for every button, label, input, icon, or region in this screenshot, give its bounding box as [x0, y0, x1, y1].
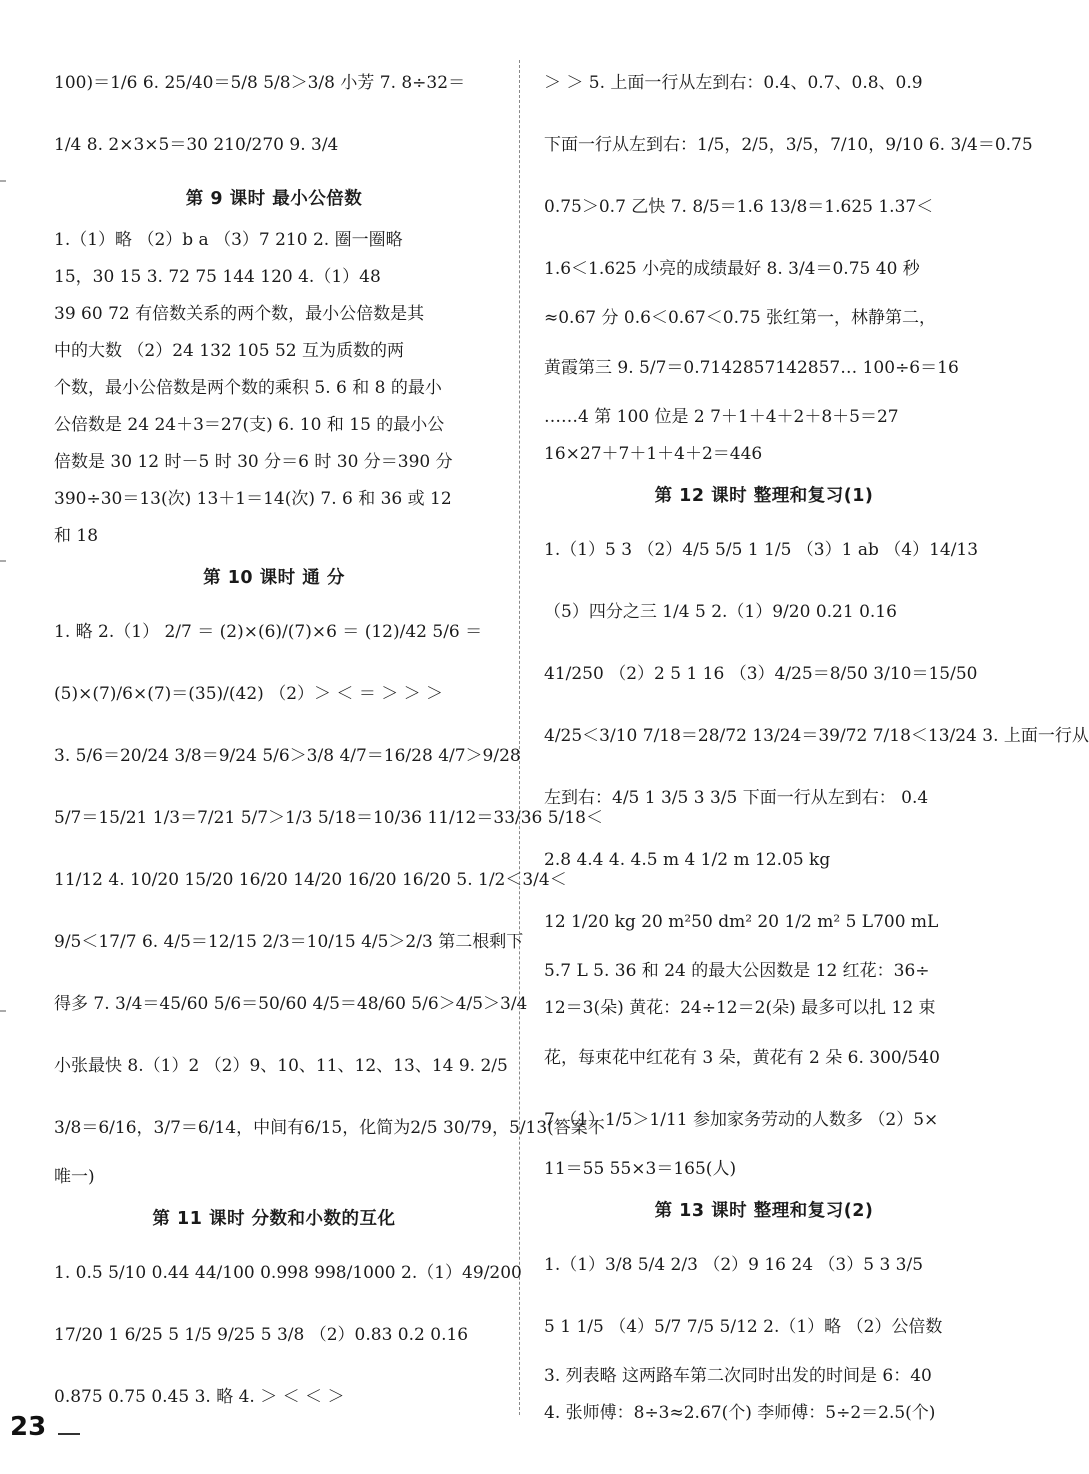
answer-line: 黄霞第三 9. 5/7＝0.7142857142857… 100÷6＝16: [544, 358, 959, 378]
answer-line: （5）四分之三 1/4 5 2.（1）9/20 0.21 0.16: [544, 602, 897, 622]
answer-line: 下面一行从左到右：1/5，2/5，3/5，7/10，9/10 6. 3/4＝0.75: [544, 135, 1033, 155]
answer-line: 小张最快 8.（1）2 （2）9、10、11、12、13、14 9. 2/5: [54, 1056, 508, 1076]
answer-line: 4. 张师傅：8÷3≈2.67(个) 李师傅：5÷2＝2.5(个): [544, 1403, 936, 1423]
answer-line: 15，30 15 3. 72 75 144 120 4.（1）48: [54, 267, 381, 287]
answer-line: 左到右：4/5 1 3/5 3 3/5 下面一行从左到右： 0.4: [544, 788, 929, 808]
answer-line: 1. 0.5 5/10 0.44 44/100 0.998 998/1000 2.（1）49/200: [54, 1263, 522, 1283]
answer-line: 0.75＞0.7 乙快 7. 8/5＝1.6 13/8＝1.625 1.37＜: [544, 197, 934, 217]
section-heading: 第 13 课时 整理和复习(2): [654, 1201, 874, 1221]
answer-line: 3/8＝6/16，3/7＝6/14，中间有6/15，化简为2/5 30/79，5/13(答案不: [54, 1118, 605, 1138]
answer-line: (5)×(7)/6×(7)＝(35)/(42) （2）＞ ＜ ＝ ＞ ＞ ＞: [54, 684, 444, 704]
answer-line: 7.（1）1/5＞1/11 参加家务劳动的人数多 （2）5×: [544, 1110, 939, 1130]
answer-line: 390÷30＝13(次) 13＋1＝14(次) 7. 6 和 36 或 12: [54, 489, 452, 509]
answer-line: 100)＝1/6 6. 25/40＝5/8 5/8＞3/8 小芳 7. 8÷32＝: [54, 73, 466, 93]
answer-line: 12＝3(朵) 黄花：24÷12＝2(朵) 最多可以扎 12 束: [544, 998, 936, 1018]
answer-line: 17/20 1 6/25 5 1/5 9/25 5 3/8 （2）0.83 0.2 0.16: [54, 1325, 469, 1345]
answer-line: 5.7 L 5. 36 和 24 的最大公因数是 12 红花：36÷: [544, 961, 930, 981]
section-heading: 第 11 课时 分数和小数的互化: [152, 1209, 396, 1229]
answer-line: 1.6＜1.625 小亮的成绩最好 8. 3/4＝0.75 40 秒: [544, 259, 920, 279]
answer-line: 公倍数是 24 24＋3＝27(支) 6. 10 和 15 的最小公: [54, 415, 445, 435]
margin-mark: [0, 560, 6, 562]
answer-line: 唯一): [54, 1167, 95, 1187]
answer-line: 1.（1）3/8 5/4 2/3 （2）9 16 24 （3）5 3 3/5: [544, 1255, 924, 1275]
answer-line: 1.（1）略 （2）b a （3）7 210 2. 圈一圈略: [54, 230, 403, 250]
answer-line: 1.（1）5 3 （2）4/5 5/5 1 1/5 （3）1 ab （4）14/13: [544, 540, 979, 560]
left-column: [54, 52, 605, 1428]
answer-line: 16×27＋7＋1＋4＋2＝446: [544, 444, 763, 464]
answer-line: 2.8 4.4 4. 4.5 m 4 1/2 m 12.05 kg: [544, 850, 831, 870]
right-column: [544, 52, 1089, 1432]
answer-line: 4/25＜3/10 7/18＝28/72 13/24＝39/72 7/18＜13/24 3. 上面一行从: [544, 726, 1089, 746]
answer-line: 和 18: [54, 526, 99, 546]
answer-line: 41/250 （2）2 5 1 16 （3）4/25＝8/50 3/10＝15/50: [544, 664, 978, 684]
section-heading: 第 9 课时 最小公倍数: [185, 189, 363, 209]
answer-line: 0.875 0.75 0.45 3. 略 4. ＞ ＜ ＜ ＞: [54, 1387, 345, 1407]
answer-line: 9/5＜17/7 6. 4/5＝12/15 2/3＝10/15 4/5＞2/3 第二根剩下: [54, 932, 524, 952]
answer-line: 11＝55 55×3＝165(人): [544, 1159, 737, 1179]
column-divider: [519, 60, 520, 1415]
margin-mark: [0, 1010, 6, 1012]
answer-line: 中的大数 （2）24 132 105 52 互为质数的两: [54, 341, 404, 361]
answer-line: 1. 略 2.（1） 2/7 ＝ (2)×(6)/(7)×6 ＝ (12)/42 5/6 ＝: [54, 622, 483, 642]
answer-line: ≈0.67 分 0.6＜0.67＜0.75 张红第一，林静第二，: [544, 308, 937, 328]
answer-line: 5 1 1/5 （4）5/7 7/5 5/12 2.（1）略 （2）公倍数: [544, 1317, 943, 1337]
answer-line: 花，每束花中红花有 3 朵，黄花有 2 朵 6. 300/540: [544, 1048, 940, 1068]
margin-mark: [0, 180, 6, 182]
answer-line: 个数，最小公倍数是两个数的乘积 5. 6 和 8 的最小: [54, 378, 442, 398]
answer-line: 3. 列表略 这两路车第二次同时出发的时间是 6：40: [544, 1366, 932, 1386]
page-number: 23: [10, 1412, 47, 1442]
section-heading: 第 10 课时 通 分: [203, 568, 345, 588]
answer-line: 得多 7. 3/4＝45/60 5/6＝50/60 4/5＝48/60 5/6＞4/5＞3/4: [54, 994, 528, 1014]
page-number-rule: [58, 1433, 80, 1435]
section-heading: 第 12 课时 整理和复习(1): [654, 486, 874, 506]
answer-line: 11/12 4. 10/20 15/20 16/20 14/20 16/20 16/20 5. 1/2＜3/4＜: [54, 870, 567, 890]
answer-line: 3. 5/6＝20/24 3/8＝9/24 5/6＞3/8 4/7＝16/28 4/7＞9/28: [54, 746, 521, 766]
answer-line: ……4 第 100 位是 2 7＋1＋4＋2＋8＋5＝27: [544, 407, 899, 427]
answer-line: 1/4 8. 2×3×5＝30 210/270 9. 3/4: [54, 135, 339, 155]
answer-line: 12 1/20 kg 20 m²50 dm² 20 1/2 m² 5 L700 mL: [544, 912, 939, 932]
answer-line: ＞ ＞ 5. 上面一行从左到右：0.4、0.7、0.8、0.9: [544, 73, 923, 93]
answer-line: 5/7＝15/21 1/3＝7/21 5/7＞1/3 5/18＝10/36 11/12＝33/36 5/18＜: [54, 808, 603, 828]
answer-line: 倍数是 30 12 时－5 时 30 分＝6 时 30 分＝390 分: [54, 452, 453, 472]
answer-line: 39 60 72 有倍数关系的两个数，最小公倍数是其: [54, 304, 425, 324]
